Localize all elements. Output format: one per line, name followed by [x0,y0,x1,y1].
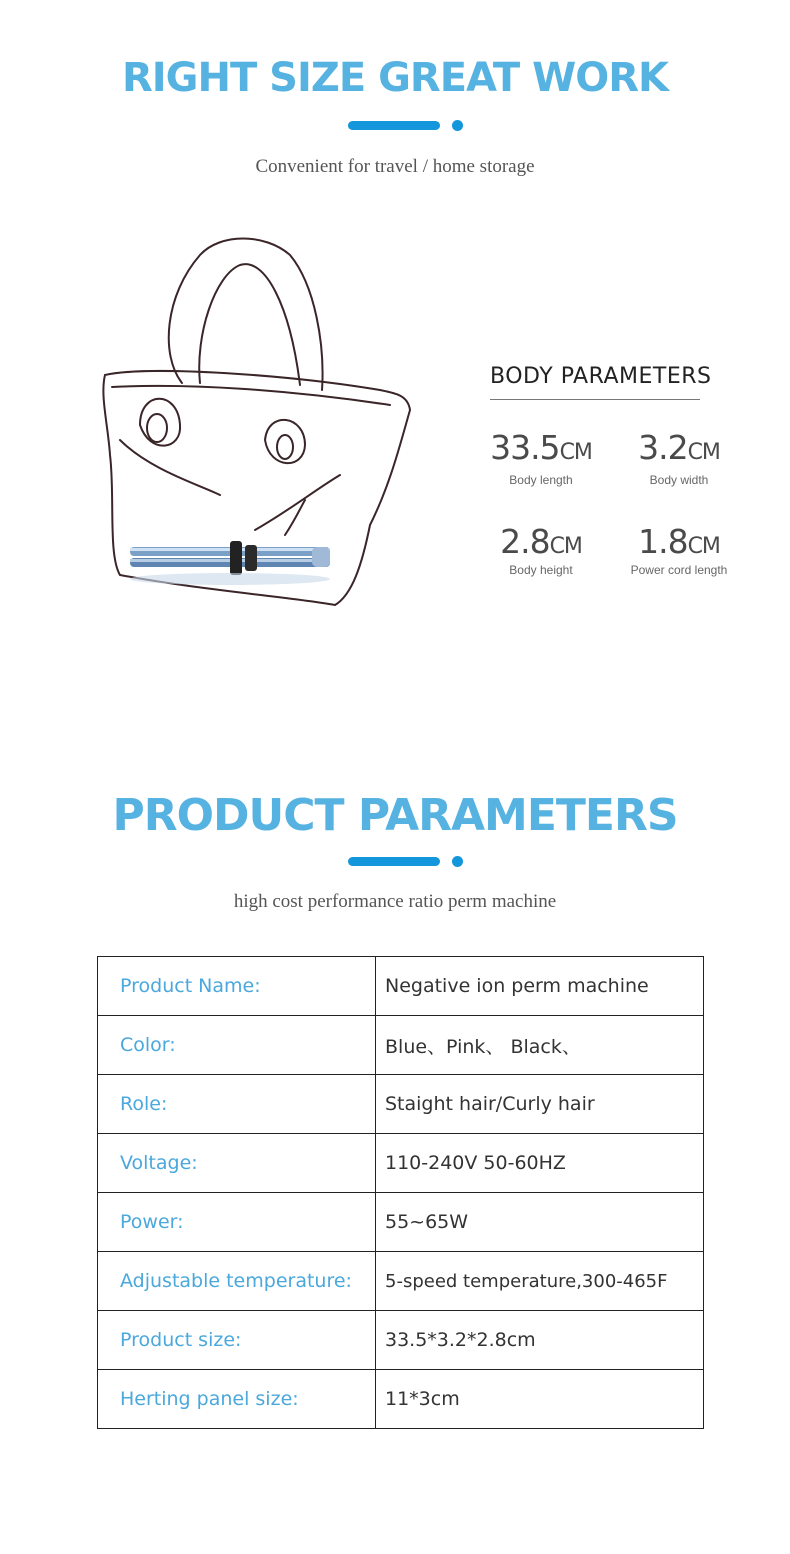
section-title-right-size: RIGHT SIZE GREAT WORK [121,55,669,101]
spec-body-width [604,428,754,487]
param-value: Blue、Pink、 Black、 [376,1016,704,1075]
param-key: Voltage: [98,1134,376,1193]
param-key: Product size: [98,1311,376,1370]
param-value: 5-speed temperature,300-465F [376,1252,704,1311]
body-parameters-underline [490,399,700,400]
param-key: Herting panel size: [98,1370,376,1429]
title-underline-bar [348,857,440,866]
body-parameters-title: BODY PARAMETERS [490,364,712,389]
spec-label: Body height [509,563,573,577]
title-underline-dot [452,856,463,867]
table-row [98,1016,704,1075]
table-row [98,1134,704,1193]
param-value: Negative ion perm machine [376,957,704,1016]
spec-unit: CM [549,534,582,559]
param-value: 33.5*3.2*2.8cm [376,1311,704,1370]
param-value: 110-240V 50-60HZ [376,1134,704,1193]
title-underline-bar [348,121,440,130]
param-key: Product Name: [98,957,376,1016]
spec-body-length [466,428,616,487]
section-subtitle-travel: Convenient for travel / home storage [255,156,535,177]
table-row [98,1311,704,1370]
title-underline-dot [452,120,463,131]
handbag-illustration [90,225,420,615]
spec-power-cord-length [604,522,754,577]
section-title-product-parameters: PRODUCT PARAMETERS [112,790,678,841]
param-key: Color: [98,1016,376,1075]
spec-value: 1.8 [638,522,688,561]
param-key: Adjustable temperature: [98,1252,376,1311]
section-subtitle-perm: high cost performance ratio perm machine [233,891,557,912]
spec-body-height [466,522,616,577]
spec-label: Body length [509,473,573,487]
product-parameters-table [97,956,704,1429]
table-row [98,957,704,1016]
table-row [98,1252,704,1311]
spec-value: 3.2 [638,428,688,467]
spec-label: Power cord length [630,563,728,577]
spec-value: 33.5 [490,428,560,467]
param-value: 11*3cm [376,1370,704,1429]
param-key: Power: [98,1193,376,1252]
spec-unit: CM [559,440,592,465]
param-value: Staight hair/Curly hair [376,1075,704,1134]
table-row [98,1370,704,1429]
table-row [98,1193,704,1252]
param-value: 55~65W [376,1193,704,1252]
table-row [98,1075,704,1134]
spec-label: Body width [649,473,709,487]
spec-value: 2.8 [500,522,550,561]
param-key: Role: [98,1075,376,1134]
spec-unit: CM [687,534,720,559]
spec-unit: CM [687,440,720,465]
